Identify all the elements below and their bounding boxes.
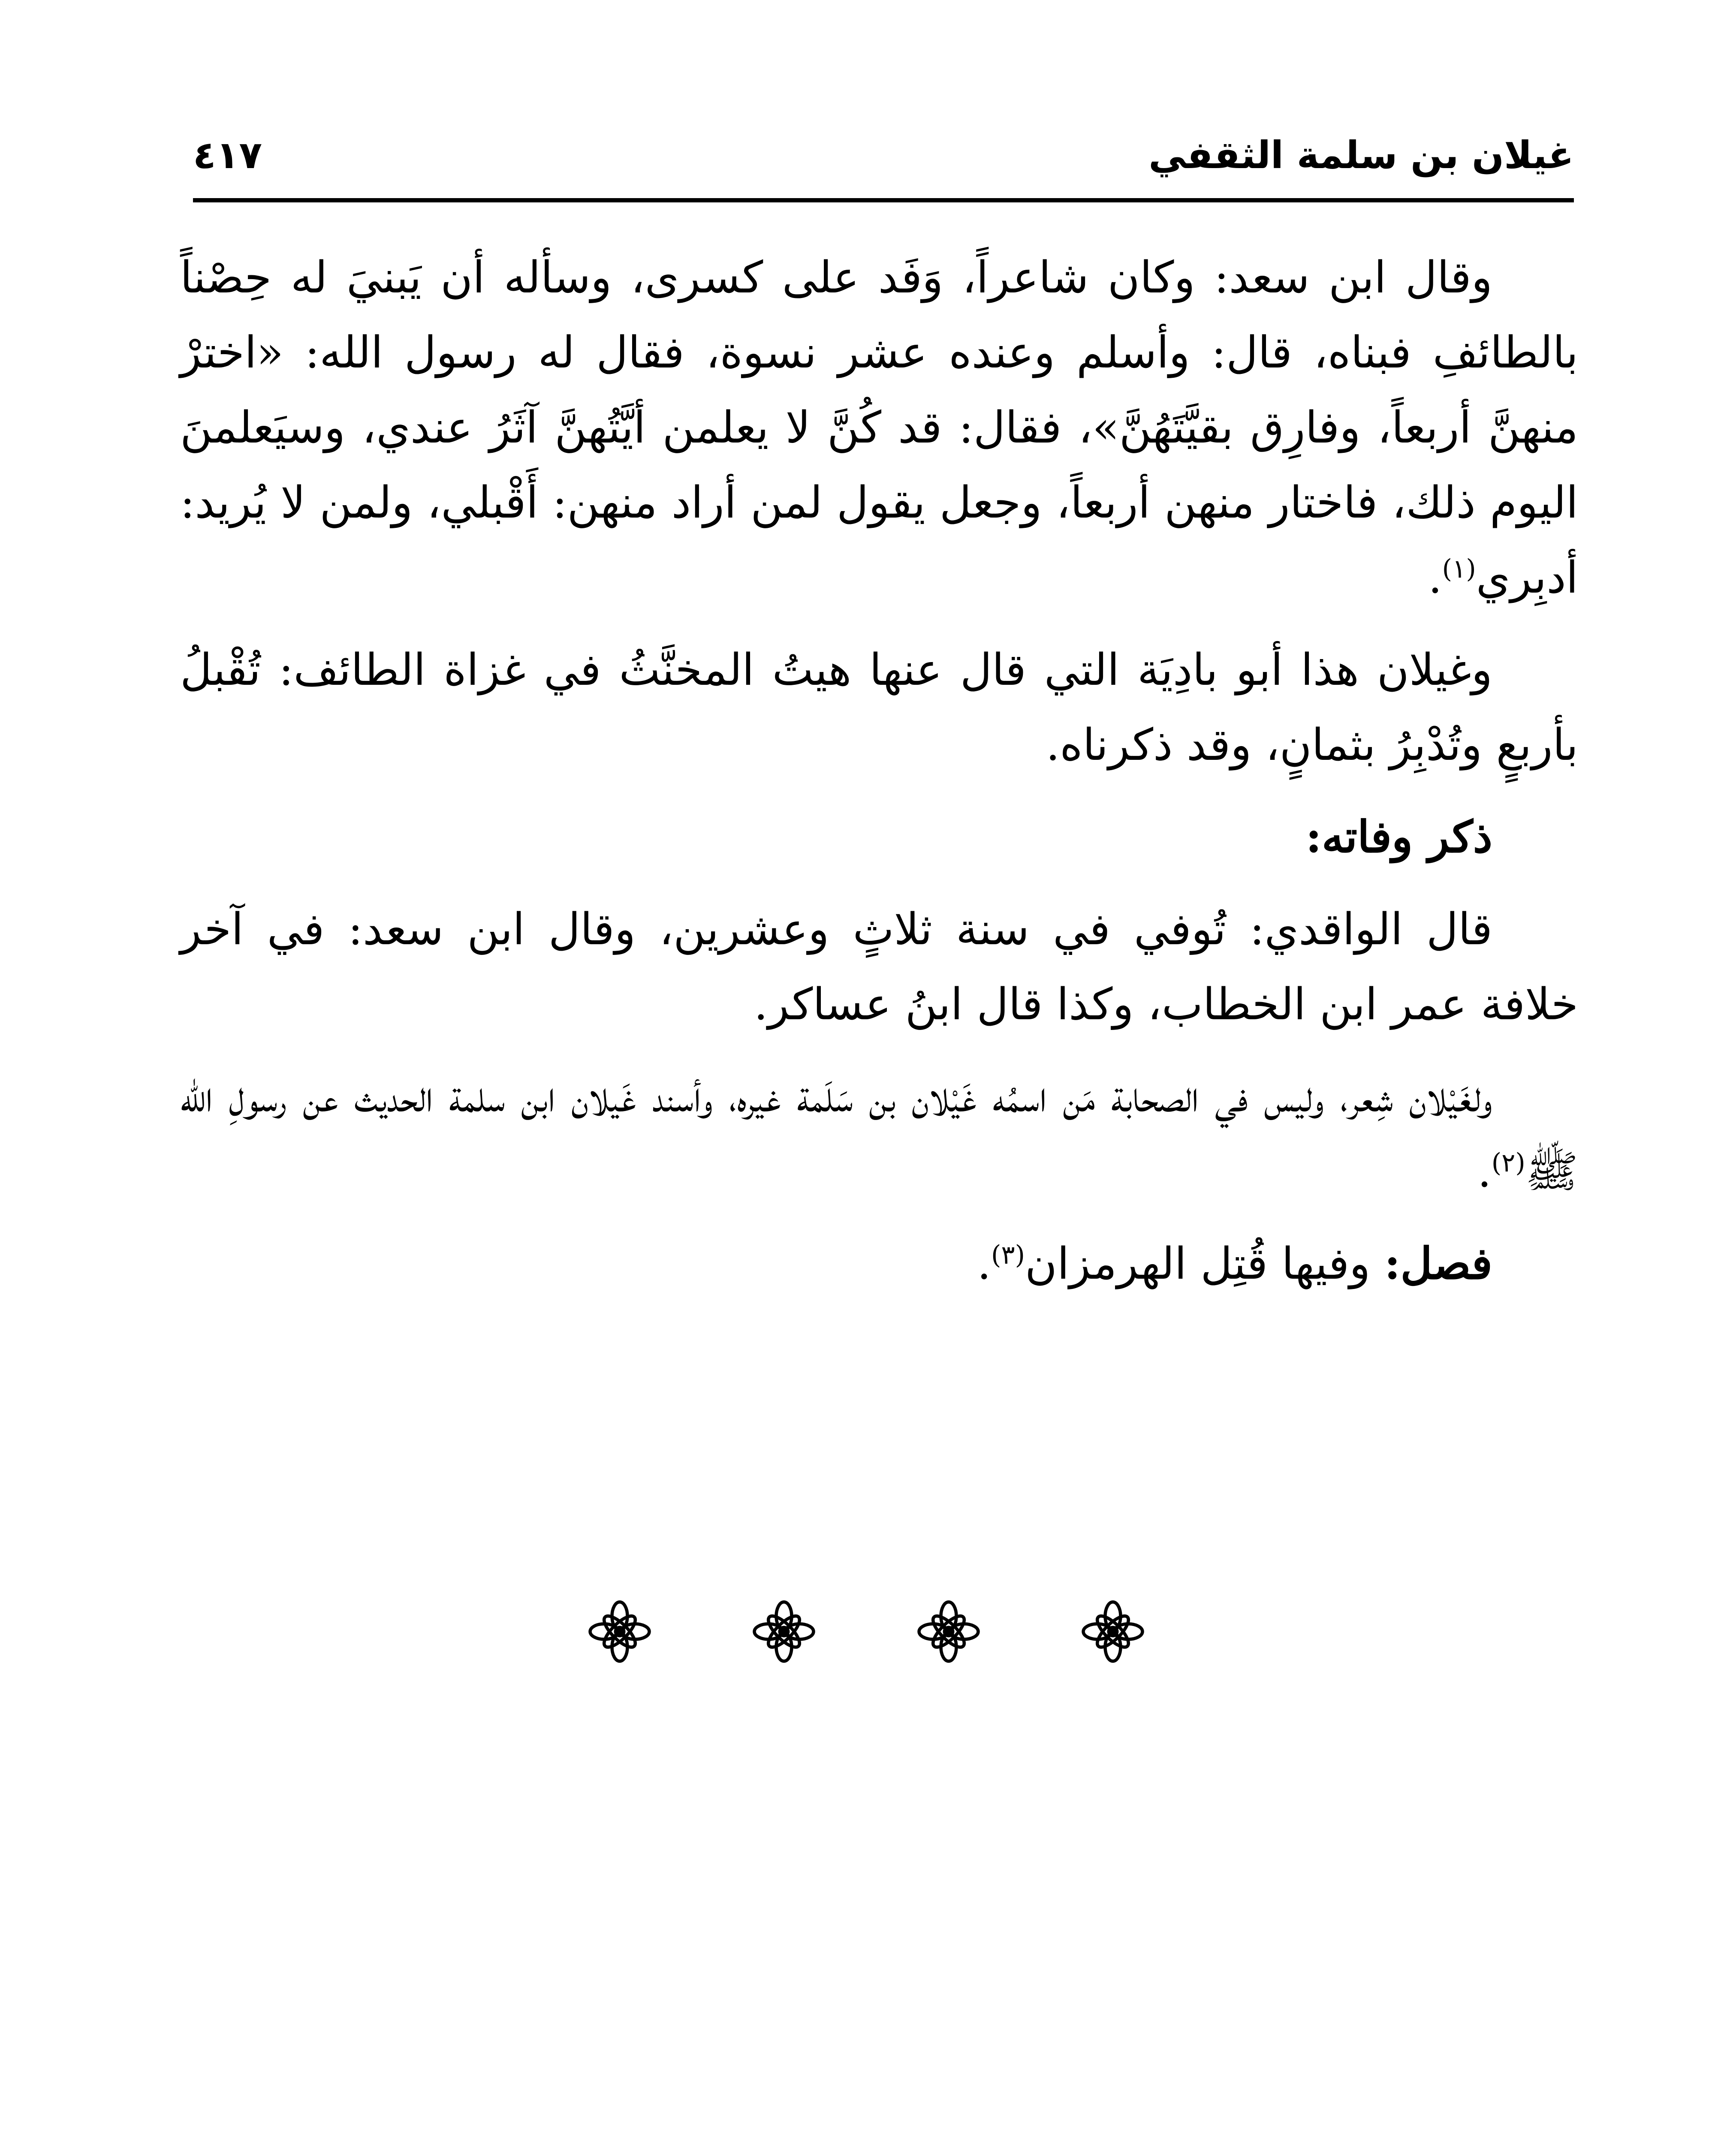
paragraph-text: وقال ابن سعد: وكان شاعراً، وَفَد على كسرى، وسأله أن يَبنيَ له حِصْناً بالطائفِ فبناه، قال: وأسلم وعنده عشر نسوة، فقال له رسول الله: «اخترْ منهنَّ أربعاً، وفارِق بقيَّتَهُنَّ»، فقال: قد كُنَّ لا يعلمن أيَّتُهنَّ آثَرُ عندي، وسيَعلمنَ اليوم ذلك، فاختار منهن أربعاً، وجعل يقول لمن أراد منهن: أَقْبلي، ولمن لا يُريد: أدبِري <box>180 252 1578 603</box>
paragraph-waqidi: قال الواقدي: تُوفي في سنة ثلاثٍ وعشرين، وقال ابن سعد: في آخر خلافة عمر ابن الخطاب، وكذا قال ابنُ عساكر. <box>180 904 1578 1030</box>
running-title: غيلان بن سلمة الثقفي <box>1148 133 1574 177</box>
paragraph-poetry: ولغَيْلان شِعر، وليس في الصحابة مَن اسمُه غَيْلان بن سَلَمة غيره، وأسند غَيلان ابن سلمة الحديث عن رسولِ الله ﷺ$^{(٢)}$. <box>180 1071 1578 1197</box>
fasl-text: وفيها قُتِل الهرمزان <box>1025 1238 1371 1289</box>
footnote-ref-2: (٢) <box>1491 1148 1525 1178</box>
page-number: ٤١٧ <box>193 133 262 177</box>
footnote-ref-1: (١) <box>1442 554 1476 584</box>
header-rule <box>193 198 1574 202</box>
floral-ornament-icon <box>916 1599 981 1664</box>
floral-ornament-icon <box>1081 1599 1145 1664</box>
paragraph-ibn-saad: وقال ابن سعد: وكان شاعراً، وَفَد على كسرى، وسأله أن يَبنيَ له حِصْناً بالطائفِ فبناه، قال: وأسلم وعنده عشر نسوة، فقال له رسول الله: «اخترْ منهنَّ أربعاً، وفارِق بقيَّتَهُنَّ»، فقال: قد كُنَّ لا يعلمن أيَّتُهنَّ آثَرُ عندي، وسيَعلمنَ اليوم ذلك، فاختار منهن أربعاً، وجعل يقول لمن أراد منهن: أَقْبلي، ولمن لا يُريد: أدبِري$^{(١)}$. <box>180 252 1578 603</box>
page-header <box>193 120 1574 193</box>
paragraph-badiya: وغيلان هذا أبو بادِيَة التي قال عنها هيتُ المخنَّثُ في غزاة الطائف: تُقْبلُ بأربعٍ وتُدْبِرُ بثمانٍ، وقد ذكرناه. <box>180 644 1578 771</box>
floral-ornament-icon <box>588 1599 652 1664</box>
section-heading-death: ذكر وفاته: <box>1305 811 1492 863</box>
floral-ornament-icon <box>752 1599 816 1664</box>
fasl-line: فصل: وفيها قُتِل الهرمزان$^{(٣)}$. <box>977 1238 1492 1289</box>
fasl-label: فصل: <box>1384 1238 1492 1289</box>
main-text <box>180 240 1578 1301</box>
footnote-ref-3: (٣) <box>991 1240 1025 1270</box>
paragraph-text: ولغَيْلان شِعر، وليس في الصحابة مَن اسمُه غَيْلان بن سَلَمة غيره، وأسند غَيلان ابن سلمة الحديث عن رسولِ الله ﷺ <box>180 1071 1578 1197</box>
section-end-ornaments <box>588 1595 1145 1668</box>
